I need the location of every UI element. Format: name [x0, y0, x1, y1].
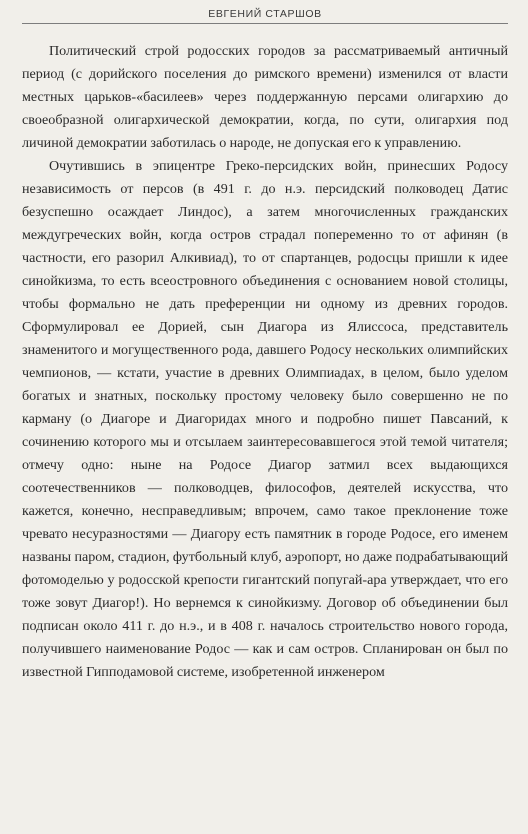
paragraph-2: Очутившись в эпицентре Греко-персидских войн, принесших Родосу независимость от персов (в 491 г. до н.э. персидский полководец Датис безуспешно осаждает Линдос), а затем многочисленных гражданских междугреческих войн, когда остров страдал попеременно то от афинян (в частности, его разорил Алкивиад), то от спартанцев, родосцы пришли к идее синойкизма, то есть всеостровного объединения с основанием новой столицы, чтобы формально не дать преференции ни одному из древних городов. Сформулировал ее Дорией, сын Диагора из Ялиссоса, представитель знаменитого и могущественного рода, давшего Родосу нескольких олимпийских чемпионов, — кстати, участие в древних Олимпиадах, в целом, было уделом богатых и знатных, поскольку простому человеку было совершенно не по карману (о Диагоре и Диагоридах много и подробно пишет Павсаний, к сочинению которого мы и отсылаем заинтересовавшегося этой темой читателя; отмечу одно: ныне на Родосе Диагор затмил всех выдающихся соотечественников — полководцев, философов, деятелей искусства, что кажется, конечно, несправедливым; впрочем, само такое преклонение тоже чревато несуразностями — Диагору есть памятник в городе Родосе, его именем названы паром, стадион, футбольный клуб, аэропорт, но даже подрабатывающий фотомоделью у родосской крепости гигантский попугай-ара утверждает, что его тоже зовут Диагор!). Но вернемся к синойкизму. Договор об объединении был подписан около 411 г. до н.э., и в 408 г. началось строительство нового города, получившего наименование Родос — как и сам остров. Спланирован он был по известной Гипподамовой системе, изобретенной инженером [22, 158, 508, 680]
paragraph-1: Политический строй родосских городов за рассматриваемый античный период (с дорийского поселения до римского времени) изменился от власти местных царьков-«басилеев» через поддержанную персами олигархию до своеобразной олигархической демократии, когда, по сути, олигархия под личиной демократии заботилась о народе, не допуская его к управлению. [22, 43, 508, 151]
running-header: ЕВГЕНИЙ СТАРШОВ [22, 0, 508, 24]
body-text [22, 24, 508, 684]
